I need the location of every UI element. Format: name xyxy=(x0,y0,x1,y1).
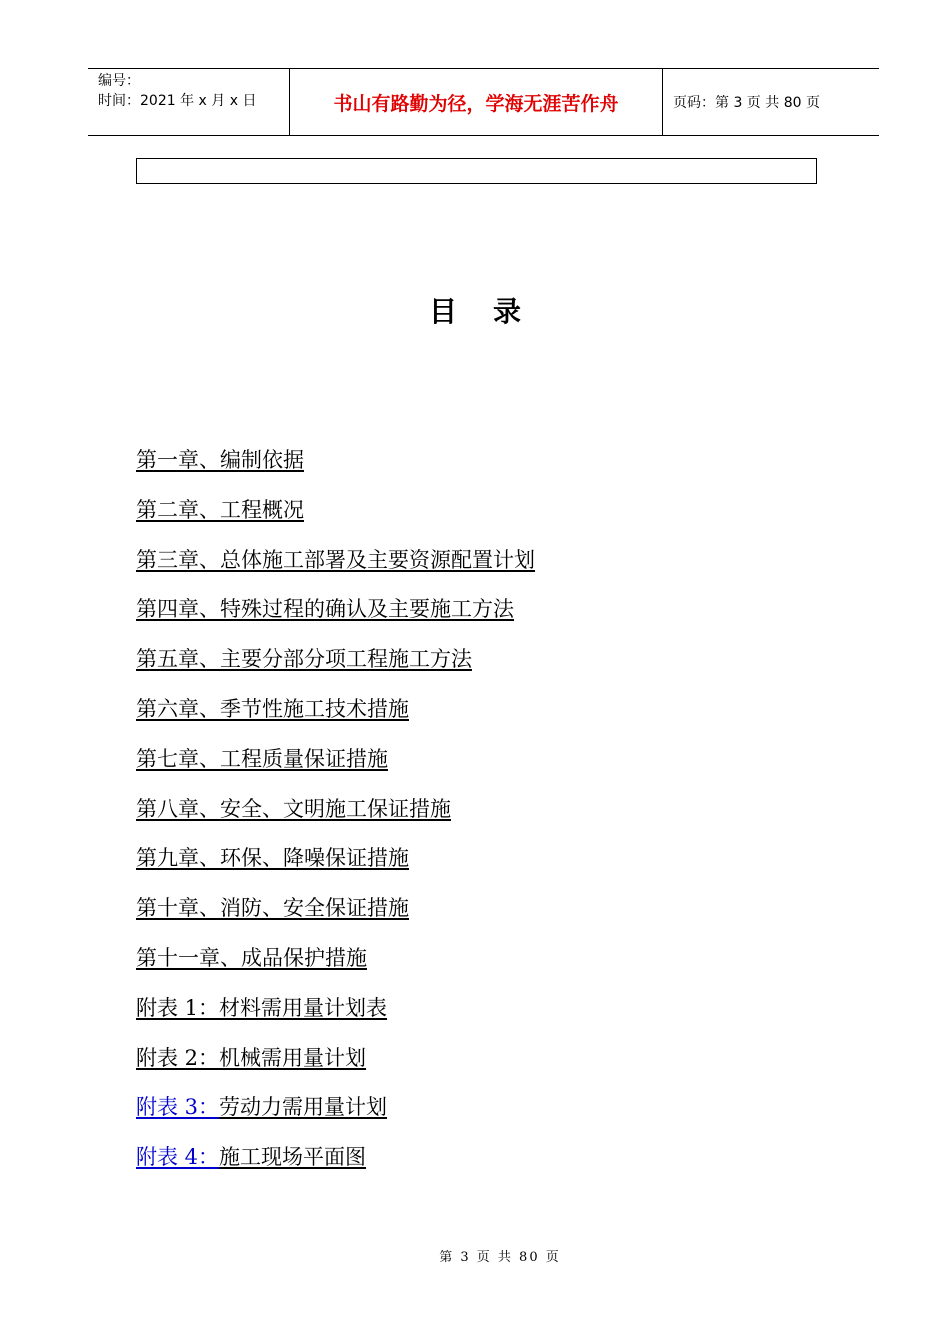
header-motto: 书山有路勤为径，学海无涯苦作舟 xyxy=(290,69,663,135)
toc-item[interactable] xyxy=(136,689,535,739)
toc-link-4[interactable]: 第四章、特殊过程的确认及主要施工方法 xyxy=(136,597,514,622)
toc-link-appendix-4[interactable]: 施工现场平面图 xyxy=(219,1145,367,1170)
toc-item[interactable] xyxy=(136,739,535,789)
toc-item[interactable] xyxy=(136,1087,535,1137)
toc-item[interactable] xyxy=(136,789,535,839)
toc-item[interactable] xyxy=(136,540,535,590)
toc-item[interactable] xyxy=(136,490,535,540)
toc-link-3[interactable]: 第三章、总体施工部署及主要资源配置计划 xyxy=(136,547,535,572)
toc-link-5[interactable]: 第五章、主要分部分项工程施工方法 xyxy=(136,647,472,672)
toc-item[interactable] xyxy=(136,838,535,888)
toc-link-2[interactable]: 第二章、工程概况 xyxy=(136,497,304,522)
toc-link-appendix-3[interactable]: 劳动力需用量计划 xyxy=(219,1095,388,1120)
toc-title: 目录 xyxy=(428,295,557,328)
toc-item[interactable] xyxy=(136,440,535,490)
toc-link-7[interactable]: 第七章、工程质量保证措施 xyxy=(136,746,388,771)
header-meta xyxy=(88,69,290,135)
toc-link-appendix-2[interactable]: 附表 2：机械需用量计划 xyxy=(136,1045,367,1070)
page-footer: 第 3 页 共 80 页 xyxy=(439,1250,561,1265)
toc-link-10[interactable]: 第十章、消防、安全保证措施 xyxy=(136,896,409,921)
toc-item[interactable] xyxy=(136,1137,535,1187)
header-number-label: 编号： xyxy=(98,73,140,89)
page-header xyxy=(88,68,879,136)
toc-link-appendix-1[interactable]: 附表 1：材料需用量计划表 xyxy=(136,995,388,1020)
toc-link-appendix-3-prefix[interactable]: 附表 3： xyxy=(136,1095,220,1120)
header-time-label: 时间：2021 年 x 月 x 日 xyxy=(98,93,257,109)
toc-link-1[interactable]: 第一章、编制依据 xyxy=(136,448,304,472)
toc-link-6[interactable]: 第六章、季节性施工技术措施 xyxy=(136,696,409,721)
toc-item[interactable] xyxy=(136,888,535,938)
toc-item[interactable] xyxy=(136,988,535,1038)
toc-link-appendix-4-prefix[interactable]: 附表 4： xyxy=(136,1145,220,1170)
header-page-info: 页码：第 3 页 共 80 页 xyxy=(673,95,820,111)
toc-list xyxy=(136,440,535,1187)
toc-item[interactable] xyxy=(136,589,535,639)
toc-link-11[interactable]: 第十一章、成品保护措施 xyxy=(136,945,367,970)
empty-text-box xyxy=(136,158,817,184)
toc-link-8[interactable]: 第八章、安全、文明施工保证措施 xyxy=(136,796,451,821)
toc-item[interactable] xyxy=(136,938,535,988)
toc-item[interactable] xyxy=(136,1038,535,1088)
toc-link-9[interactable]: 第九章、环保、降噪保证措施 xyxy=(136,846,409,871)
toc-item[interactable] xyxy=(136,639,535,689)
